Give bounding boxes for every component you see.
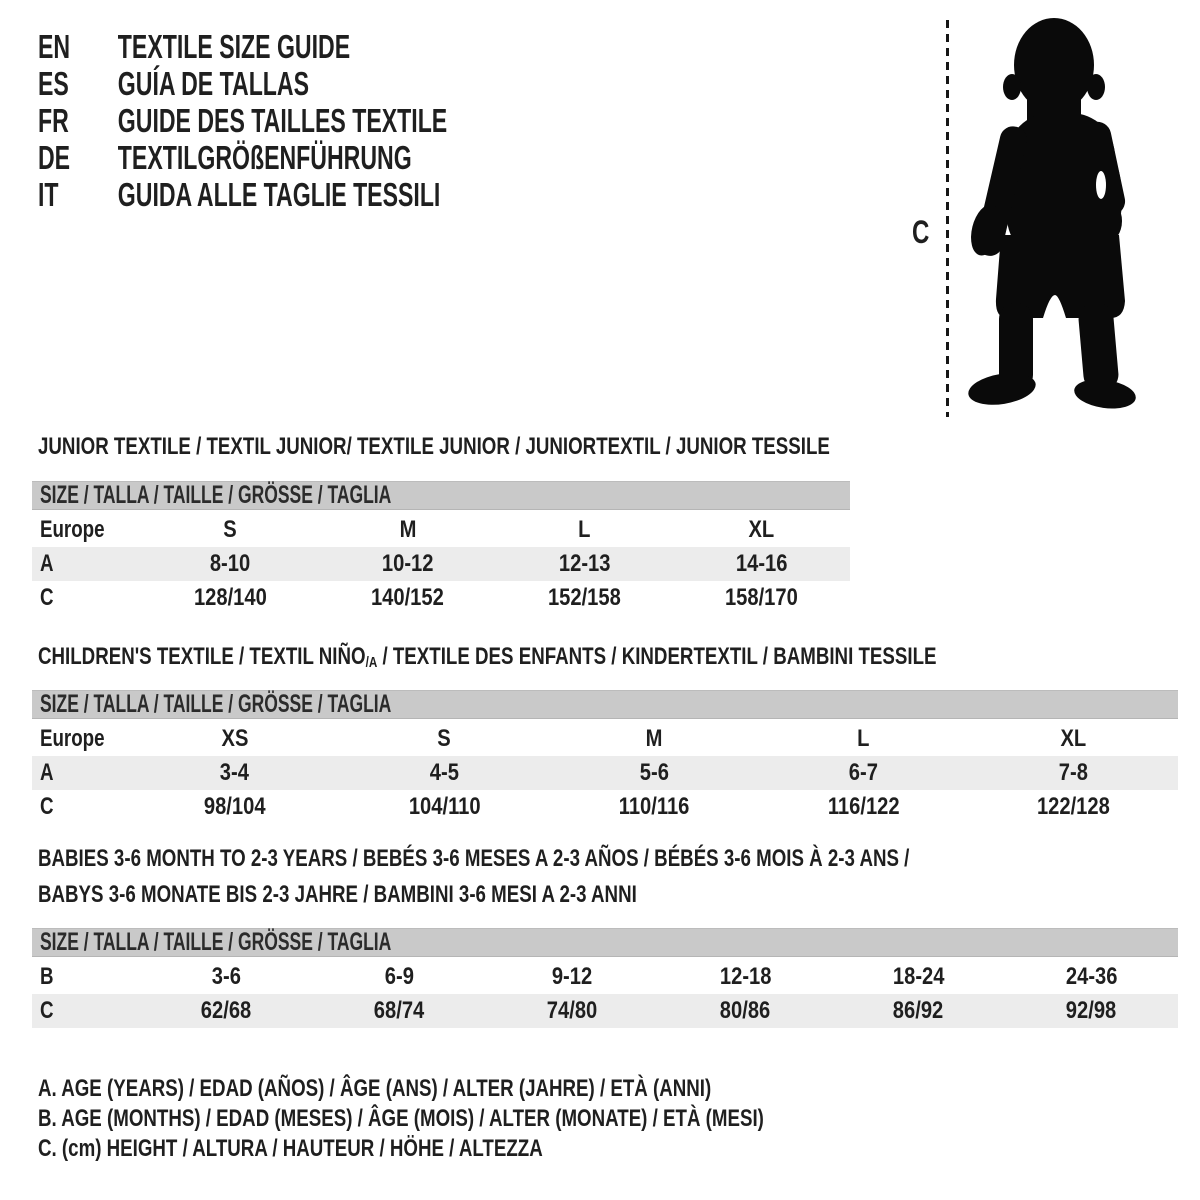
height-measure-label: C <box>912 214 930 250</box>
guide-title: GUIDA ALLE TAGLIE TESSILI <box>117 176 441 213</box>
table-row-europe <box>32 513 850 547</box>
legend-line-b: B. AGE (MONTHS) / EDAD (MESES) / ÂGE (MOIS) / ALTER (MONATE) / ETÀ (MESI) <box>38 1105 764 1132</box>
size-cell: 74/80 <box>547 997 598 1024</box>
row-label: B <box>40 963 54 990</box>
size-cell: 12-18 <box>719 963 772 990</box>
size-cell: 122/128 <box>1036 793 1110 820</box>
guide-title: TEXTILE SIZE GUIDE <box>117 28 351 65</box>
size-cell: 116/122 <box>827 793 900 820</box>
language-row-it <box>38 176 447 213</box>
size-cell: 92/98 <box>1066 997 1117 1024</box>
row-label: C <box>40 793 54 820</box>
language-code: ES <box>38 65 69 102</box>
size-cell: 5-6 <box>639 759 669 786</box>
size-cell: S <box>223 516 238 543</box>
table-row-months <box>32 960 1178 994</box>
table-row-height <box>32 994 1178 1028</box>
size-cell: 62/68 <box>201 997 252 1024</box>
baby-silhouette-icon <box>958 13 1140 413</box>
size-cell: 98/104 <box>203 793 266 820</box>
guide-title: GUIDE DES TAILLES TEXTILE <box>117 102 448 139</box>
table-row-age <box>32 547 850 581</box>
size-cell: 24-36 <box>1065 963 1118 990</box>
size-header-label: SIZE / TALLA / TAILLE / GRÖSSE / TAGLIA <box>40 481 392 509</box>
language-code: EN <box>38 28 71 65</box>
legend-line-c: C. (cm) HEIGHT / ALTURA / HAUTEUR / HÖHE / ALTEZZA <box>38 1135 543 1162</box>
size-header-label: SIZE / TALLA / TAILLE / GRÖSSE / TAGLIA <box>40 690 392 718</box>
size-cell: 110/116 <box>618 793 690 820</box>
size-cell: 68/74 <box>374 997 425 1024</box>
language-row-fr <box>38 102 447 139</box>
guide-title: TEXTILGRÖßENFÜHRUNG <box>117 139 412 176</box>
language-code: FR <box>38 102 69 139</box>
size-cell: 104/110 <box>408 793 481 820</box>
table-row-age <box>32 756 1178 790</box>
row-label: Europe <box>40 725 105 752</box>
size-cell: 18-24 <box>892 963 945 990</box>
row-label: A <box>40 759 54 786</box>
size-cell: XL <box>1060 725 1087 752</box>
legend-line-a: A. AGE (YEARS) / EDAD (AÑOS) / ÂGE (ANS) / ALTER (JAHRE) / ETÀ (ANNI) <box>38 1075 712 1102</box>
size-cell: 3-6 <box>211 963 242 990</box>
measurement-legend <box>38 1074 969 1164</box>
row-label: A <box>40 550 54 577</box>
table-row-europe <box>32 722 1178 756</box>
row-label: Europe <box>40 516 105 543</box>
language-row-de <box>38 139 447 176</box>
size-header-bar <box>32 481 850 510</box>
language-row-en <box>38 28 447 65</box>
size-cell: 10-12 <box>381 550 434 577</box>
size-cell: L <box>578 516 591 543</box>
size-cell: XS <box>221 725 249 752</box>
language-code: DE <box>38 139 71 176</box>
size-cell: 152/158 <box>548 584 621 611</box>
size-cell: 80/86 <box>720 997 771 1024</box>
size-cell: 12-13 <box>558 550 611 577</box>
language-title-list <box>38 28 623 213</box>
babies-section-title-line1: BABIES 3-6 MONTH TO 2-3 YEARS / BEBÉS 3-6 MESES A 2-3 AÑOS / BÉBÉS 3-6 MOIS À 2-3 ANS / <box>38 845 910 872</box>
children-size-table <box>32 690 1178 824</box>
size-cell: 4-5 <box>429 759 459 786</box>
nino-a-subscript: /A <box>365 654 378 671</box>
size-cell: 128/140 <box>194 584 267 611</box>
size-cell: S <box>437 725 452 752</box>
size-cell: 158/170 <box>725 584 798 611</box>
size-cell: XL <box>748 516 775 543</box>
size-cell: 8-10 <box>210 550 251 577</box>
size-cell: 14-16 <box>735 550 788 577</box>
height-measure-line <box>946 20 949 417</box>
size-cell: 3-4 <box>220 759 250 786</box>
size-header-bar <box>32 690 1178 719</box>
size-cell: 6-9 <box>384 963 415 990</box>
size-cell: 140/152 <box>371 584 444 611</box>
size-cell: 6-7 <box>849 759 879 786</box>
table-row-height <box>32 790 1178 824</box>
size-header-bar <box>32 928 1178 957</box>
language-code: IT <box>38 176 59 213</box>
language-row-es <box>38 65 447 102</box>
row-label: C <box>40 584 54 611</box>
babies-section-title-line2: BABYS 3-6 MONATE BIS 2-3 JAHRE / BAMBINI 3-6 MESI A 2-3 ANNI <box>38 881 637 908</box>
size-cell: 86/92 <box>893 997 944 1024</box>
size-header-label: SIZE / TALLA / TAILLE / GRÖSSE / TAGLIA <box>40 928 392 956</box>
children-section-title: CHILDREN'S TEXTILE / TEXTIL NIÑO/A / TEXTILE DES ENFANTS / KINDERTEXTIL / BAMBINI TESSILE <box>38 643 937 671</box>
junior-section-title: JUNIOR TEXTILE / TEXTIL JUNIOR/ TEXTILE JUNIOR / JUNIORTEXTIL / JUNIOR TESSILE <box>38 433 830 460</box>
size-cell: L <box>857 725 870 752</box>
babies-size-table <box>32 928 1178 1028</box>
size-cell: M <box>399 516 416 543</box>
size-cell: M <box>645 725 663 752</box>
table-row-height <box>32 581 850 615</box>
row-label: C <box>40 997 54 1024</box>
junior-size-table <box>32 481 850 615</box>
guide-title: GUÍA DE TALLAS <box>117 65 310 102</box>
size-cell: 7-8 <box>1058 759 1088 786</box>
size-cell: 9-12 <box>552 963 593 990</box>
